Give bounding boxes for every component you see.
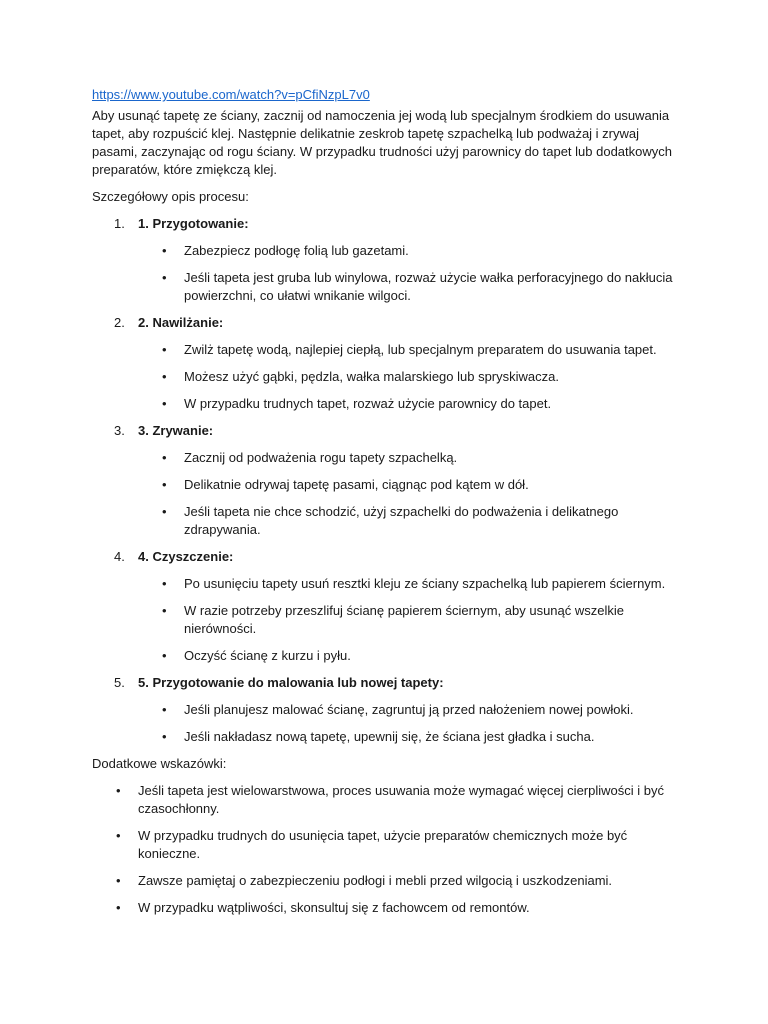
step-item — [92, 422, 682, 539]
sub-item-text: Po usunięciu tapety usuń resztki kleju ze ściany szpachelką lub papierem ściernym. — [184, 576, 666, 591]
bullet-icon: • — [162, 702, 167, 717]
sub-item-text: Jeśli nakładasz nową tapetę, upewnij się, że ściana jest gładka i sucha. — [184, 729, 595, 744]
step-number: 5. — [114, 675, 125, 690]
step-number: 2. — [114, 315, 125, 330]
step-number: 3. — [114, 423, 125, 438]
bullet-icon: • — [162, 477, 167, 492]
sub-list-item — [92, 503, 682, 539]
tip-item — [92, 899, 682, 917]
step-item — [92, 314, 682, 413]
tip-item — [92, 872, 682, 890]
step-sublist — [92, 575, 682, 665]
sub-list-item — [92, 341, 682, 359]
sub-list-item — [92, 449, 682, 467]
tip-text: Zawsze pamiętaj o zabezpieczeniu podłogi i mebli przed wilgocią i uszkodzeniami. — [138, 873, 613, 888]
bullet-icon: • — [116, 828, 121, 843]
bullet-icon: • — [162, 603, 167, 618]
sub-item-text: W przypadku trudnych tapet, rozważ użycie parownicy do tapet. — [184, 396, 552, 411]
bullet-icon: • — [162, 504, 167, 519]
tip-text: W przypadku wątpliwości, skonsultuj się z fachowcem od remontów. — [138, 900, 530, 915]
step-title: 3. Zrywanie: — [138, 423, 214, 438]
step-number: 4. — [114, 549, 125, 564]
step-item — [92, 548, 682, 665]
bullet-icon: • — [162, 450, 167, 465]
bullet-icon: • — [116, 783, 121, 798]
bullet-icon: • — [162, 729, 167, 744]
sub-item-text: Jeśli planujesz malować ścianę, zagruntuj ją przed nałożeniem nowej powłoki. — [184, 702, 634, 717]
sub-item-text: Delikatnie odrywaj tapetę pasami, ciągnąc pod kątem w dół. — [184, 477, 529, 492]
bullet-icon: • — [162, 270, 167, 285]
step-item — [92, 215, 682, 305]
sub-list-item — [92, 242, 682, 260]
sub-item-text: Możesz użyć gąbki, pędzla, wałka malarskiego lub spryskiwacza. — [184, 369, 559, 384]
sub-item-text: Jeśli tapeta nie chce schodzić, użyj szpachelki do podważenia i delikatnego zdrapywania. — [184, 504, 619, 537]
steps-list — [92, 215, 682, 746]
step-item — [92, 674, 682, 746]
bullet-icon: • — [162, 369, 167, 384]
sub-list-item — [92, 395, 682, 413]
tips-list — [92, 782, 682, 917]
bullet-icon: • — [116, 873, 121, 888]
bullet-icon: • — [162, 396, 167, 411]
tips-heading: Dodatkowe wskazówki: — [92, 756, 227, 771]
sub-item-text: Zacznij od podważenia rogu tapety szpachelką. — [184, 450, 458, 465]
sub-list-item — [92, 647, 682, 665]
sub-item-text: W razie potrzeby przeszlifuj ścianę papierem ściernym, aby usunąć wszelkie nierówności. — [184, 603, 625, 636]
step-sublist — [92, 449, 682, 539]
sub-list-item — [92, 602, 682, 638]
step-number: 1. — [114, 216, 125, 231]
sub-item-text: Zabezpiecz podłogę folią lub gazetami. — [184, 243, 409, 258]
sub-list-item — [92, 269, 682, 305]
tip-item — [92, 782, 682, 818]
step-title: 5. Przygotowanie do malowania lub nowej tapety: — [138, 675, 444, 690]
tip-text: Jeśli tapeta jest wielowarstwowa, proces usuwania może wymagać więcej cierpliwości i być czasochłonny. — [138, 783, 664, 816]
sub-item-text: Zwilż tapetę wodą, najlepiej ciepłą, lub specjalnym preparatem do usuwania tapet. — [184, 342, 657, 357]
step-title: 4. Czyszczenie: — [138, 549, 234, 564]
step-sublist — [92, 341, 682, 413]
youtube-link[interactable]: https://www.youtube.com/watch?v=pCfiNzpL7v0 — [92, 87, 370, 102]
details-heading: Szczegółowy opis procesu: — [92, 189, 249, 204]
bullet-icon: • — [162, 342, 167, 357]
sub-item-text: Jeśli tapeta jest gruba lub winylowa, rozważ użycie wałka perforacyjnego do nakłucia powierzchni, co ułatwi wnikanie wilgoci. — [184, 270, 673, 303]
tip-item — [92, 827, 682, 863]
step-sublist — [92, 242, 682, 305]
intro-paragraph: Aby usunąć tapetę ze ściany, zacznij od namoczenia jej wodą lub specjalnym środkiem do usuwania tapet, aby rozpuścić klej. Następnie delikatnie zeskrob tapetę szpachelką lub podważaj i zrywaj pasami, zaczynając od rogu ściany. W przypadku trudności użyj parownicy do tapet lub dodatkowych preparatów, które zmiękczą klej. — [92, 108, 672, 177]
sub-list-item — [92, 728, 682, 746]
sub-list-item — [92, 575, 682, 593]
sub-item-text: Oczyść ścianę z kurzu i pyłu. — [184, 648, 351, 663]
sub-list-item — [92, 476, 682, 494]
bullet-icon: • — [116, 900, 121, 915]
tip-text: W przypadku trudnych do usunięcia tapet, użycie preparatów chemicznych może być konieczne. — [138, 828, 628, 861]
document-content — [92, 86, 682, 926]
bullet-icon: • — [162, 576, 167, 591]
bullet-icon: • — [162, 648, 167, 663]
step-title: 2. Nawilżanie: — [138, 315, 224, 330]
step-sublist — [92, 701, 682, 746]
step-title: 1. Przygotowanie: — [138, 216, 249, 231]
bullet-icon: • — [162, 243, 167, 258]
sub-list-item — [92, 701, 682, 719]
sub-list-item — [92, 368, 682, 386]
